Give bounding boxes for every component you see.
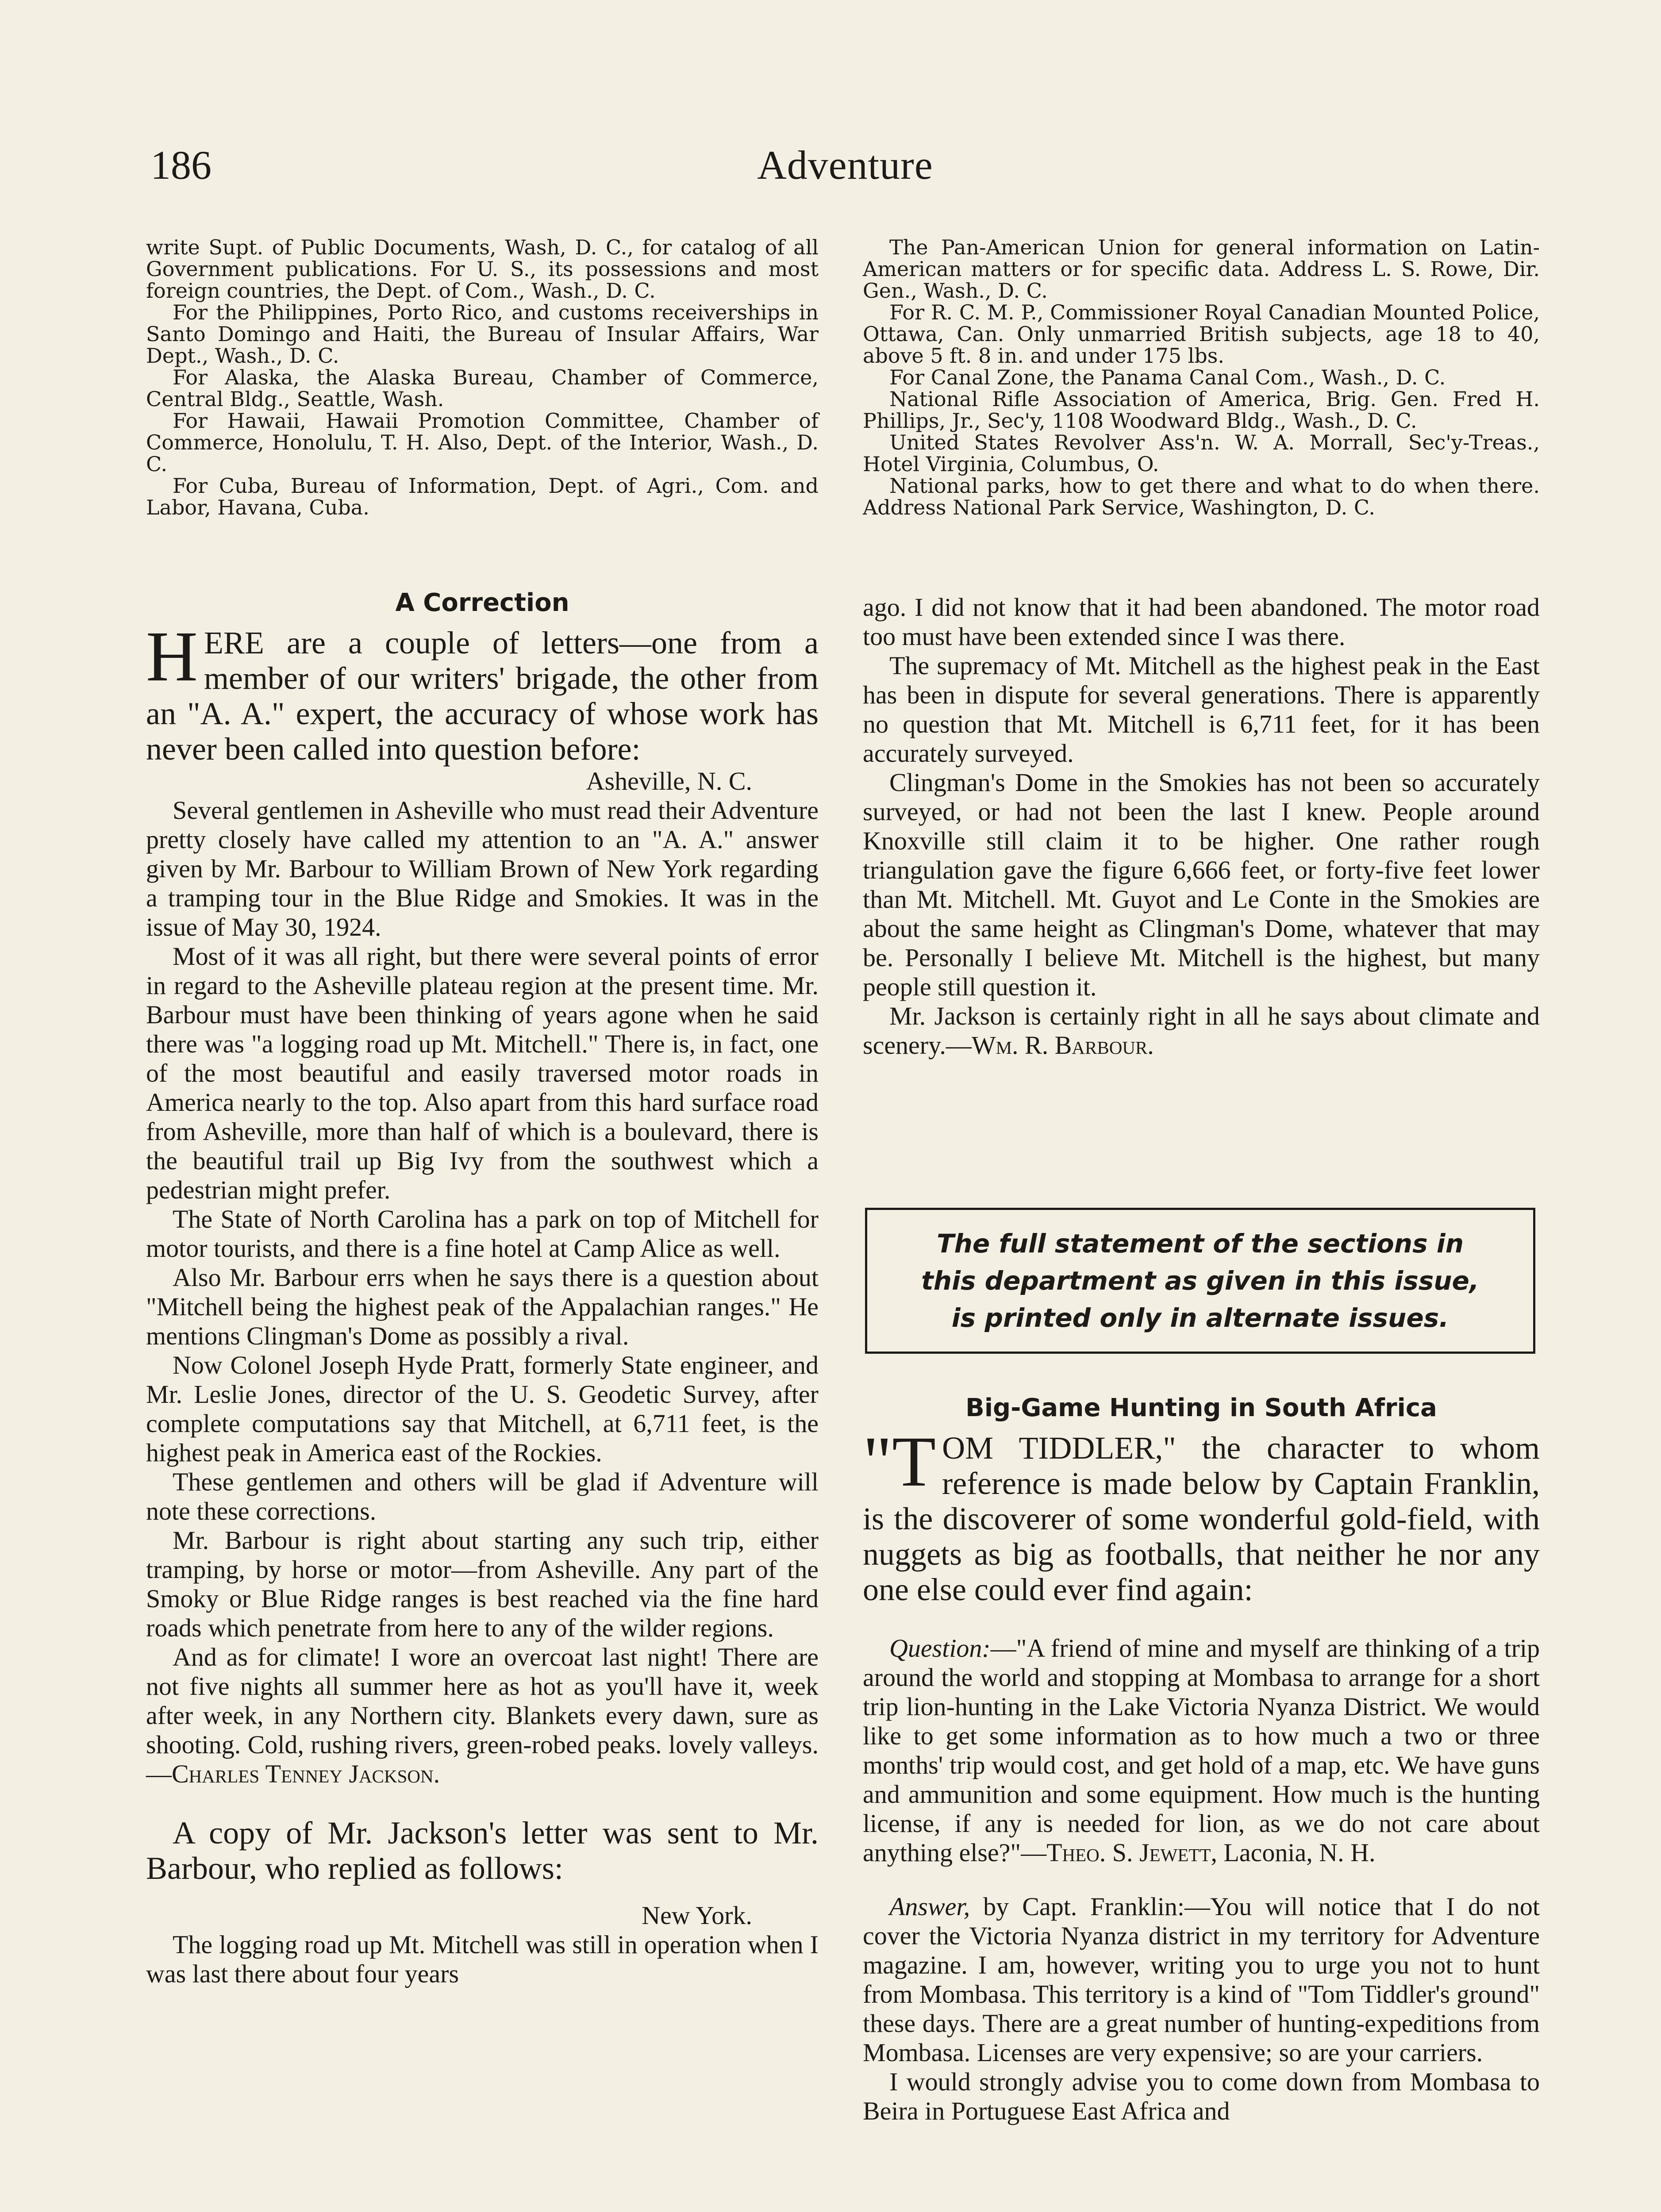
address-entry: National Rifle Association of America, Brig. Gen. Fred H. Phillips, Jr., Sec'y, 1108 Woodward Bldg., Wash., D. C.: [863, 387, 1540, 433]
address-list-right: [863, 237, 1540, 518]
place: Laconia, N. H.: [1223, 1838, 1376, 1867]
answer-label: Answer,: [889, 1892, 970, 1921]
answer-text: by Capt. Franklin:—You will notice that I do not cover the Victoria Nyanza district in my territory for Adventure magazine. I am, however, writing you to urge you not to hunt from Mombasa. This territory is a kind of "Tom Tiddler's ground" these days. There are a great number of hunting-expeditions from Mombasa. Licenses are very expensive; so are your carriers.: [863, 1892, 1540, 2067]
address-entry: For Canal Zone, the Panama Canal Com., Wash., D. C.: [889, 365, 1446, 389]
big-game-article: [863, 1394, 1540, 2126]
notice-text: [921, 1225, 1479, 1336]
paragraph: These gentlemen and others will be glad if Adventure will note these corrections.: [146, 1467, 819, 1525]
paragraph: The logging road up Mt. Mitchell was still in operation when I was last there about four years: [146, 1930, 819, 1988]
address-entry: The Pan-American Union for general information on Latin-American matters or for specific data. Address L. S. Rowe, Dir. Gen., Wash., D. C.: [863, 235, 1540, 303]
paragraph: Most of it was all right, but there were several points of error in regard to the Asheville plateau region at the present time. Mr. Barbour must have been thinking of years agone when he said there was "a logging road up Mt. Mitchell." There is, in fact, one of the most beautiful and easily traversed motor roads in America nearly to the top. Also apart from this hard surface road from Asheville, more than half of which is a boulevard, there is the beautiful trail up Big Ivy from the southwest which a pedestrian might prefer.: [146, 942, 819, 1204]
correction-article: [146, 588, 819, 1989]
address-entry: For the Philippines, Porto Rico, and customs receiverships in Santo Domingo and Haiti, the Bureau of Insular Affairs, War Dept., Wash., D. C.: [146, 300, 819, 368]
signature: Charles Tenney Jackson.: [172, 1759, 440, 1788]
page-header: [150, 142, 1540, 208]
letter-body: [146, 767, 819, 1789]
notice-line: is printed only in alternate issues.: [951, 1303, 1449, 1333]
address-entry: For Hawaii, Hawaii Promotion Committee, Chamber of Commerce, Honolulu, T. H. Also, Dept. of the Interior, Wash., D. C.: [146, 409, 819, 476]
address-entry: For R. C. M. P., Commissioner Royal Canadian Mounted Police, Ottawa, Can. Only unmarried British subjects, age 18 to 40, above 5 ft. 8 in. and under 175 lbs.: [863, 300, 1540, 368]
paragraph: The supremacy of Mt. Mitchell as the highest peak in the East has been in dispute for several generations. There is apparently no question that Mt. Mitchell is 6,711 feet, for it has been accurately surveyed.: [863, 651, 1540, 768]
paragraph: ago. I did not know that it had been abandoned. The motor road too must have been extended since I was there.: [863, 593, 1540, 651]
paragraph-text: And as for climate! I wore an overcoat last night! There are not five nights all summer here as hot as you'll have it, week after week, in any Northern city. Blankets every dawn, sure as shooting. Cold, rushing rivers, green-robed peaks. lovely valleys.—: [146, 1643, 819, 1788]
intro-text: OM TIDDLER," the character to whom reference is made below by Captain Franklin, is the discoverer of some wonderful gold-field, with nuggets as big as footballs, that neither he nor any one else could ever find again:: [863, 1430, 1540, 1607]
paragraph: I would strongly advise you to come down from Mombasa to Beira in Portuguese East Africa and: [863, 2067, 1540, 2125]
article-intro: [863, 1422, 1540, 1607]
notice-line: this department as given in this issue,: [921, 1266, 1479, 1296]
paragraph: [146, 1643, 819, 1789]
reply-body: [146, 1901, 819, 1989]
article-intro: [146, 617, 819, 767]
paragraph: Several gentlemen in Asheville who must read their Adventure pretty closely have called my attention to an "A. A." answer given by Mr. Barbour to William Brown of New York regarding a tramping tour in the Blue Ridge and Smokies. It was in the issue of May 30, 1924.: [146, 796, 819, 941]
notice-box: [865, 1208, 1535, 1354]
question-text: —"A friend of mine and myself are thinking of a trip around the world and stopping at Mombasa to arrange for a short trip lion-hunting in the Lake Victoria Nyanza District. We would like to get some information as to how much a two or three months' trip would cost, and get hold of a map, etc. We have guns and ammunition and some equipment. How much is the hunting license, if any is needed for lion, as we do not care about anything else?"—: [863, 1634, 1540, 1867]
section-heading: A Correction: [395, 588, 569, 617]
running-title: Adventure: [757, 142, 933, 188]
reply-continuation: [863, 593, 1540, 1060]
paragraph: Also Mr. Barbour errs when he says there is a question about "Mitchell being the highest peak of the Appalachian ranges." He mentions Clingman's Dome as possibly a rival.: [146, 1263, 819, 1350]
reply-intro: A copy of Mr. Jackson's letter was sent to Mr. Barbour, who replied as follows:: [146, 1815, 819, 1886]
dateline: Asheville, N. C.: [586, 767, 752, 795]
address-entry: For Alaska, the Alaska Bureau, Chamber of Commerce, Central Bldg., Seattle, Wash.: [146, 365, 819, 411]
page-number: 186: [150, 142, 211, 188]
address-entry: For Cuba, Bureau of Information, Dept. of Agri., Com. and Labor, Havana, Cuba.: [146, 474, 819, 519]
section-heading: Big-Game Hunting in South Africa: [965, 1394, 1437, 1422]
paragraph: Now Colonel Joseph Hyde Pratt, formerly State engineer, and Mr. Leslie Jones, director of the U. S. Geodetic Survey, after complete computations say that Mitchell, at 6,711 feet, is the highest peak in America east of the Rockies.: [146, 1351, 819, 1467]
question: [863, 1634, 1540, 1867]
question-block: [863, 1634, 1540, 1867]
signature: Theo. S. Jewett,: [1046, 1838, 1217, 1867]
paragraph: The State of North Carolina has a park on top of Mitchell for motor tourists, and there is a fine hotel at Camp Alice as well.: [146, 1205, 819, 1263]
notice-line: The full statement of the sections in: [937, 1229, 1464, 1259]
answer: [863, 1892, 1540, 2067]
address-entry: write Supt. of Public Documents, Wash, D. C., for catalog of all Government publications. For U. S., its possessions and most foreign countries, the Dept. of Com., Wash., D. C.: [146, 235, 819, 303]
paragraph: Mr. Barbour is right about starting any such trip, either tramping, by horse or motor—from Asheville. Any part of the Smoky or Blue Ridge ranges is best reached via the fine hard roads which penetrate from here to any of the wilder regions.: [146, 1526, 819, 1642]
dateline: New York.: [642, 1901, 752, 1930]
paragraph-text: Mr. Jackson is certainly right in all he says about climate and scenery.—: [863, 1002, 1540, 1060]
address-entry: United States Revolver Ass'n. W. A. Morrall, Sec'y-Treas., Hotel Virginia, Columbus, O.: [863, 430, 1540, 476]
address-list-left: [146, 237, 819, 518]
signature: Wm. R. Barbour.: [971, 1031, 1154, 1060]
paragraph: Clingman's Dome in the Smokies has not been so accurately surveyed, or had not been the last I knew. People around Knoxville still claim it to be higher. One rather rough triangulation gave the figure 6,666 feet, or forty-five feet lower than Mt. Mitchell. Mt. Guyot and Le Conte in the Smokies are about the same height as Clingman's Dome, whatever that may be. Personally I believe Mt. Mitchell is the highest, but many people still question it.: [863, 768, 1540, 1001]
intro-text: ERE are a couple of letters—one from a member of our writers' brigade, the other from an "A. A." expert, the accuracy of whose work has never been called into question before:: [146, 625, 819, 767]
drop-cap: "T: [863, 1422, 936, 1502]
question-label: Question:: [889, 1634, 991, 1663]
drop-cap: H: [146, 617, 198, 696]
answer-block: [863, 1892, 1540, 2126]
address-entry: National parks, how to get there and what to do when there. Address National Park Service, Washington, D. C.: [863, 474, 1540, 519]
paragraph: [863, 1002, 1540, 1060]
